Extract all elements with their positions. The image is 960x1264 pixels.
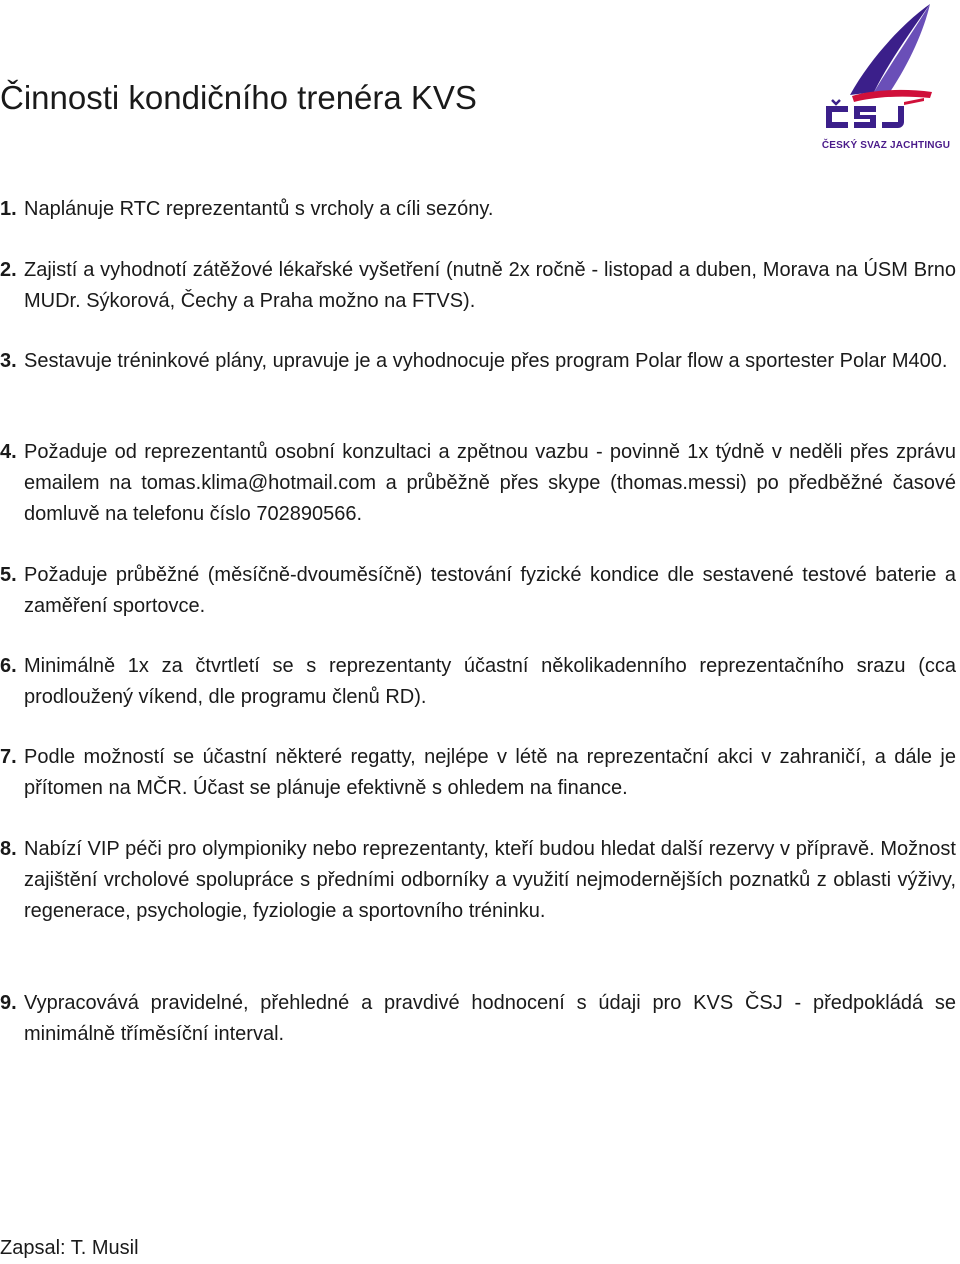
- list-item: [0, 651, 956, 713]
- list-item: [0, 560, 956, 622]
- item-text: Sestavuje tréninkové plány, upravuje je a vyhodnocuje přes program Polar flow a sportester Polar M400.: [24, 350, 948, 372]
- item-text: Požaduje od reprezentantů osobní konzultaci a zpětnou vazbu - povinně 1x týdně v neděli přes zprávu emailem na tomas.klima@hotmail.com a průběžně přes skype (thomas.messi) po předběžné časové domluvě na telefonu číslo 702890566.: [24, 441, 956, 525]
- csj-logo: [812, 0, 960, 160]
- item-number: 1.: [0, 198, 17, 220]
- item-number: 9.: [0, 992, 17, 1014]
- item-number: 8.: [0, 838, 17, 860]
- list-item: [0, 255, 956, 317]
- item-number: 5.: [0, 564, 17, 586]
- list-item: [0, 742, 956, 804]
- list-item: [0, 834, 956, 927]
- list-item: [0, 437, 956, 530]
- footer-signature: Zapsal: T. Musil: [0, 1237, 139, 1259]
- item-text: Nabízí VIP péči pro olympioniky nebo reprezentanty, kteří budou hledat další rezervy v přípravě. Možnost zajištění vrcholové spolupráce s předními odborníky a využití nejmodernějších poznatků z oblasti výživy, regenerace, psychologie, fyziologie a sportovního tréninku.: [24, 838, 956, 922]
- item-text: Naplánuje RTC reprezentantů s vrcholy a cíli sezóny.: [24, 198, 494, 220]
- list-item: [0, 346, 956, 377]
- item-text: Minimálně 1x za čtvrtletí se s reprezentanty účastní několikadenního reprezentačního srazu (cca prodloužený víkend, dle programu členů RD).: [24, 655, 956, 708]
- item-text: Zajistí a vyhodnotí zátěžové lékařské vyšetření (nutně 2x ročně - listopad a duben, Morava na ÚSM Brno MUDr. Sýkorová, Čechy a Praha možno na FTVS).: [24, 259, 956, 312]
- item-number: 3.: [0, 350, 17, 372]
- item-text: Požaduje průběžné (měsíčně-dvouměsíčně) testování fyzické kondice dle sestavené testové baterie a zaměření sportovce.: [24, 564, 956, 617]
- list-item: [0, 988, 956, 1050]
- item-number: 2.: [0, 259, 17, 281]
- item-text: Vypracovává pravidelné, přehledné a pravdivé hodnocení s údaji pro KVS ČSJ - předpokládá se minimálně tříměsíční interval.: [24, 992, 956, 1045]
- item-text: Podle možností se účastní některé regatty, nejlépe v létě na reprezentační akci v zahraničí, a dále je přítomen na MČR. Účast se plánuje efektivně s ohledem na finance.: [24, 746, 956, 799]
- list-item: [0, 194, 956, 225]
- page-title: Činnosti kondičního trenéra KVS: [0, 79, 477, 116]
- item-number: 7.: [0, 746, 17, 768]
- logo-caption: ČESKÝ SVAZ JACHTINGU: [821, 140, 951, 151]
- item-number: 4.: [0, 441, 17, 463]
- item-number: 6.: [0, 655, 17, 677]
